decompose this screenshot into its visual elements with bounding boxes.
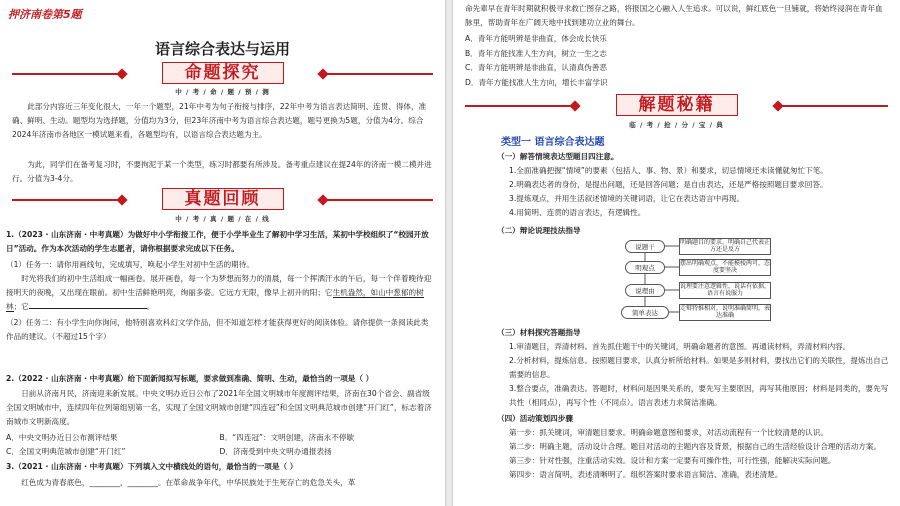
material-steps <box>453 340 900 410</box>
activity-step: 第四步：语言简明，表述清晰明了。组织答案时要求语言简洁、准确，表述清楚。 <box>509 470 783 479</box>
left-page <box>0 0 446 506</box>
node-shuoliyou: 说理由 <box>625 284 665 297</box>
subheading-1: （一）解答情境表达型题目四注意。 <box>497 152 619 161</box>
type-heading: 类型一 语言综合表达题 <box>501 137 605 148</box>
highlighted-sentence: 生机盎然，如山中葱郁的树林 <box>6 288 424 311</box>
option-a[interactable]: A．青年方能明辨是非曲直，体会成长快乐 <box>465 34 607 43</box>
question-3-options <box>453 32 900 90</box>
banner-title: 真题回顾 <box>162 188 284 210</box>
question-1-task-2: （2）任务二：有小学生向你询问，他特别喜欢科幻文学作品，但不知道怎样才能获得更好的阅读体验。请你提供一条阅读此类作品的建议。（不超过15个字） <box>6 318 429 341</box>
banner-title: 解题秘籍 <box>616 94 738 116</box>
question-2-options <box>0 431 445 459</box>
note-3: 说理要注意逻辑性，说话有依据，语言有说服力 <box>680 283 771 297</box>
question-1-task-1: （1）任务一：请你用画线句，完成填写，唤起小学生对初中生活的期待。 <box>6 260 254 269</box>
question-1-passage: 时光将我们的初中生活组成一幅画卷。展开画卷，每一个为梦想而努力的清晨，每一个挥洒汗水的午后，每一个伴着晚待迎接明天的夜晚，又出现在眼前。初中生活鲜艳明亮，绚丽多姿。它远方无限，像早上初升的阳；它生机盎然，如山中葱郁的树林；它 。 <box>6 274 432 311</box>
tip-item: 3.提炼观点，并用生活叙述情境的关键词语，让它在表达语言中再现。 <box>509 194 745 203</box>
option-c[interactable]: C．全国文明典范城市创建“开门红” <box>6 447 126 456</box>
tips-list <box>453 164 900 220</box>
passage-continued: 命先辈早在青年时期就积极寻求救亡图存之路，将报国之心融入人生追求。可以说，鲜红底色一旦铺就，将始终浸润在青年血脉里，帮助青年在广阔天地中找到建功立业的舞台。 <box>465 4 883 27</box>
banner-title: 命题探究 <box>162 62 284 84</box>
option-b[interactable]: B．青年方能找准人生方向，树立一生之志 <box>465 48 607 58</box>
material-step: 3.整合要点，准确表达。答题时，材料问是因果关系的，要先写主要原因，再写其他原因；材料是同类的，要先写共性（相同点），再写个性（不同点）。语言表述力求简洁准确。 <box>509 384 889 407</box>
option-c[interactable]: C．青年方能明辨是非曲直，认清真伪善恶 <box>465 63 607 72</box>
question-2-news: 日前从济南月民，济南迎来新发展。中央文明办近日公布了2021年全国文明城市年度测评结果，济南在30个省会、副省级全国文明城市中，连续四年位列第组别第一名，实现了全国文明城市创建“四连冠”和全国文明典范城市创建“开门红”，标志着济南城市文明新高度。 <box>6 389 432 426</box>
subheading-2: （二）辩论说理技法指导 <box>497 226 581 235</box>
intro-paragraph-2: 为此，同学们在备考复习时，不要拘泥于某一个类型，练习时都要有所涉及。备考重点建议在提24年的济南一模二模并进行。分值为3-4分。 <box>12 160 432 183</box>
tip-item: 2.明确表达者的身份，是提出问题，还是回答问题；是自由表达，还是严格按照题目要求回答。 <box>509 180 828 189</box>
node-shuotigan: 说题干 <box>625 240 665 253</box>
banner-zhenti <box>0 188 445 210</box>
banner-subtitle: 中 / 考 / 真 / 题 / 在 / 线 <box>175 215 270 223</box>
node-jiandan: 简单表达 <box>621 306 669 319</box>
debate-flow-diagram <box>453 238 900 322</box>
tip-item: 4.用简明、连贯的语言表达，有逻辑性。 <box>509 208 646 217</box>
option-a[interactable]: A．中央文明办近日公布测评结果 <box>6 433 118 442</box>
note-4: 走辩特推相对，说明准确简明，表达准确 <box>680 305 771 319</box>
question-2-head: 2.（2022 · 山东济南 · 中考真题）给下面新闻拟写标题，要求做到准确、简明、生动，最恰当的一项是（ ） <box>6 374 374 383</box>
question-1-head: 1.（2023 · 山东济南 · 中考真题）为做好中小学衔接工作，便于小学毕业生了解初中学习生活，某初中学校组织了“校园开放日”活动。作为本次活动的学生志愿者，请你根据要求完成以下任务。 <box>6 230 429 253</box>
material-step: 2.分析材料，提炼信息。按照题目要求，认真分析所给材料。如果是多则材料，要找出它们的关联性，提炼出自己需要的信息。 <box>509 356 889 379</box>
right-page <box>452 0 900 506</box>
option-d[interactable]: D．青年方能找准人生方向，增长丰富学识 <box>465 77 608 87</box>
note-2: 摆出明确观点，不能模棱两可，态度要坚决 <box>680 260 771 274</box>
answer-blank[interactable] <box>29 300 147 309</box>
note-1: 明确题目的要求，明确自己代表正方还是反方 <box>680 239 771 253</box>
question-3-head: 3.（2021 · 山东济南 · 中考真题）下列填入文中横线处的语句，最恰当的一项是（ ） <box>6 462 298 471</box>
banner-subtitle: 中 / 考 / 命 / 题 / 预 / 测 <box>175 88 270 96</box>
option-b[interactable]: B．“四连冠”：文明创建，济南永不停歇 <box>219 433 355 442</box>
activity-steps <box>453 426 900 482</box>
banner-subtitle: 临 / 考 / 抢 / 分 / 宝 / 典 <box>629 121 724 129</box>
banner-mingti <box>0 62 445 84</box>
activity-step: 第三步：针对性强，注重活动实效。设计和方案一定要有可操作性，可行性强，能解决实际问题。 <box>509 456 836 465</box>
main-title: 语言综合表达与运用 <box>154 40 290 58</box>
diagram-connectors <box>453 238 900 322</box>
intro-paragraph-1: 此部分内容近三年变化很大，一年一个题型，21年中考为句子衔接与排序，22年中考为语言表达简明、连贯、得体，准确、鲜明、生动。题型均为选择题，分值均为3分，但23年济南中考为语言综合表达题，题号更换为5题，分值为4分。综合2024年济南市各地区一模试题来看，各题型均有，以语言综合表达题为主。 <box>12 102 427 139</box>
subheading-3: （三）材料探究答题指导 <box>497 328 581 337</box>
activity-step: 第一步：抓关键词，审清题目要求。明确命题意图和要求，对活动流程有一个比较清楚的认识。 <box>509 428 828 437</box>
banner-jieti <box>453 94 900 116</box>
tip-item: 1.全面准确把握“情境”的要素（包括人、事、物、景）和要求，切忌情境还未读懂就匆忙下笔。 <box>509 166 828 175</box>
option-d[interactable]: D．济南受到中央文明办通报表扬 <box>219 447 332 456</box>
question-3-body: 红色成为青春底色，________，________。在革命战争年代，中华民族处于生死存亡的危急关头，革 <box>21 478 356 487</box>
activity-step: 第二步：明确主题，活动设计合理。题目对活动的主题内容及背景，根据自己的生活经验设计合理的活动方案。 <box>509 442 882 451</box>
material-step: 1.审清题目，弄清材料。首先抓住题干中的关键词，明确命题者的意图。再通读材料，弄清材料内容。 <box>509 342 851 351</box>
corner-title: 押济南卷第5题 <box>8 8 82 21</box>
node-mingguandian: 明观点 <box>625 261 665 274</box>
subheading-4: （四）活动策划四步骤 <box>497 414 573 423</box>
